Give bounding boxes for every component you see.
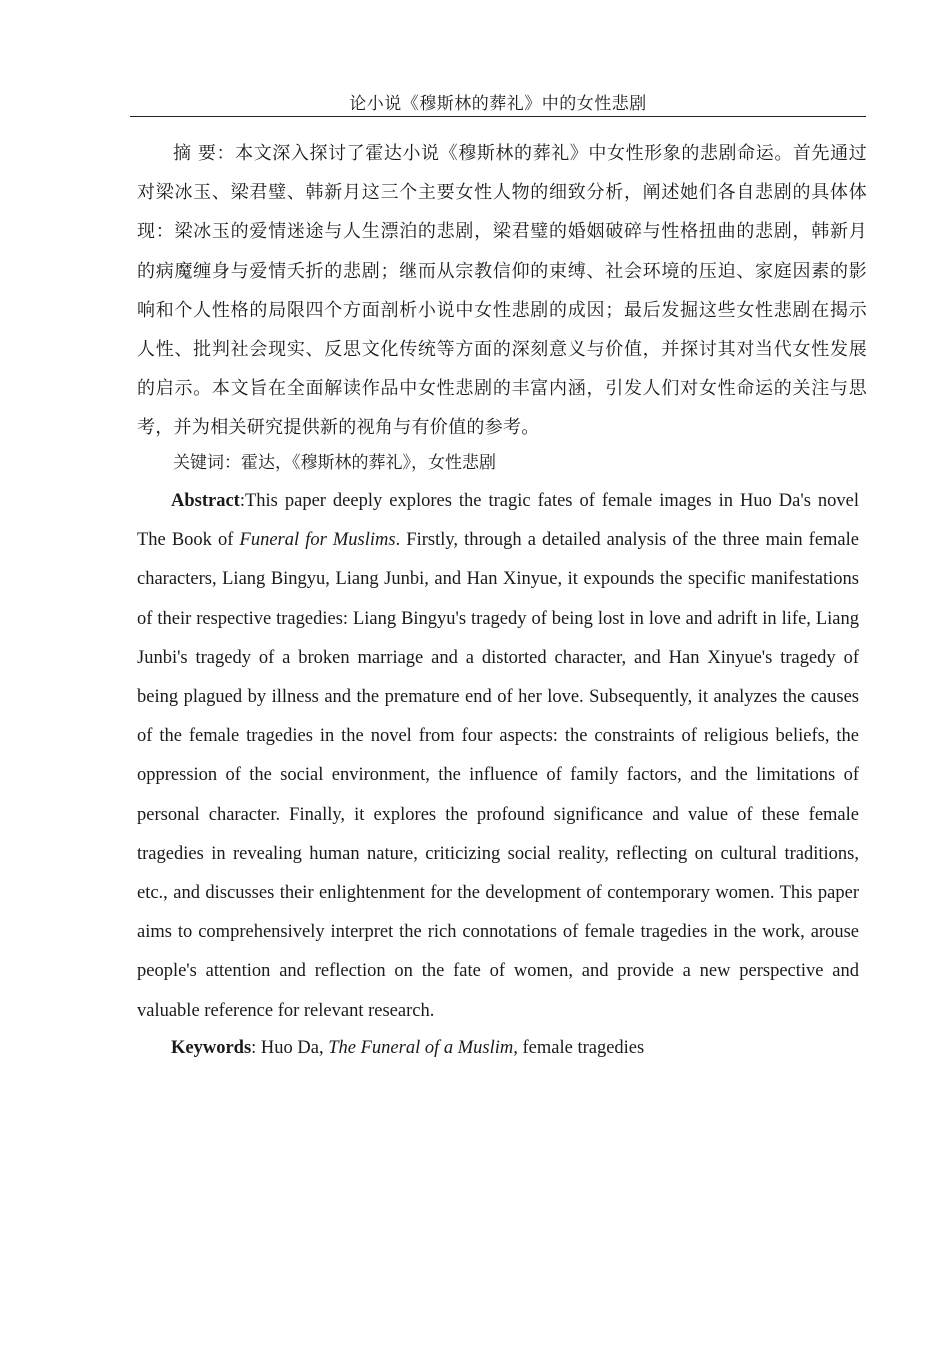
- chinese-abstract-text: 本文深入探讨了霍达小说《穆斯林的葬礼》中女性形象的悲剧命运。首先通过对梁冰玉、梁君璧、韩新月这三个主要女性人物的细致分析，阐述她们各自悲剧的具体体现：梁冰玉的爱情迷途与人生漂泊的悲剧，梁君璧的婚姻破碎与性格扭曲的悲剧，韩新月的病魔缠身与爱情夭折的悲剧；继而从宗教信仰的束缚、社会环境的压迫、家庭因素的影响和个人性格的局限四个方面剖析小说中女性悲剧的成因；最后发掘这些女性悲剧在揭示人性、批判社会现实、反思文化传统等方面的深刻意义与价值，并探讨其对当代女性发展的启示。本文旨在全面解读作品中女性悲剧的丰富内涵，引发人们对女性命运的关注与思考，并为相关研究提供新的视角与有价值的参考。: [137, 143, 868, 439]
- english-abstract-paragraph: [137, 482, 859, 1031]
- chinese-keywords: [137, 447, 867, 479]
- chinese-keywords-text: 霍达，《穆斯林的葬礼》，女性悲剧: [241, 453, 496, 473]
- english-keywords-rest: female tragedies: [517, 1038, 645, 1058]
- english-abstract-book-title: Funeral for Muslims: [239, 530, 396, 551]
- english-keywords-sep: : Huo Da,: [251, 1038, 329, 1058]
- running-header: [130, 92, 866, 117]
- chinese-abstract-label: 摘 要：: [173, 143, 236, 164]
- english-keywords-book-title: The Funeral of a Muslim,: [328, 1038, 518, 1058]
- chinese-keywords-label: 关键词：: [173, 453, 241, 473]
- english-abstract-text-2: . Firstly, through a detailed analysis of the three main female characters, Liang Bingyu, Liang Junbi, and Han Xinyue, it expounds the specific manifestations of their respective tragedies: Liang Bingyu's tragedy of being lost in love and adrift in life, Liang Junbi's tragedy of a broken marriage and a distorted character, and Han Xinyue's tragedy of being plagued by illness and the premature end of her love. Subsequently, it analyzes the causes of the female tragedies in the novel from four aspects: the constraints of religious beliefs, the oppression of the social environment, the influence of family factors, and the limitations of personal character. Finally, it explores the profound significance and value of these female tragedies in revealing human nature, criticizing social reality, reflecting on cultural traditions, etc., and discusses their enlightenment for the development of contemporary women. This paper aims to comprehensively interpret the rich connotations of female tragedies in the work, arouse people's attention and reflection on the fate of women, and provide a new perspective and valuable reference for relevant research.: [137, 530, 859, 1021]
- english-keywords: [137, 1030, 859, 1066]
- english-abstract-label: Abstract: [171, 491, 240, 511]
- english-abstract: [137, 482, 859, 1031]
- header-title: 论小说《穆斯林的葬礼》中的女性悲剧: [349, 94, 647, 114]
- english-keywords-label: Keywords: [171, 1038, 252, 1058]
- chinese-abstract: [137, 134, 867, 448]
- chinese-abstract-paragraph: [137, 134, 867, 448]
- english-abstract-text-1: :This paper deeply explores the tragic fates of female images in Huo Da's novel The Book of: [137, 491, 859, 551]
